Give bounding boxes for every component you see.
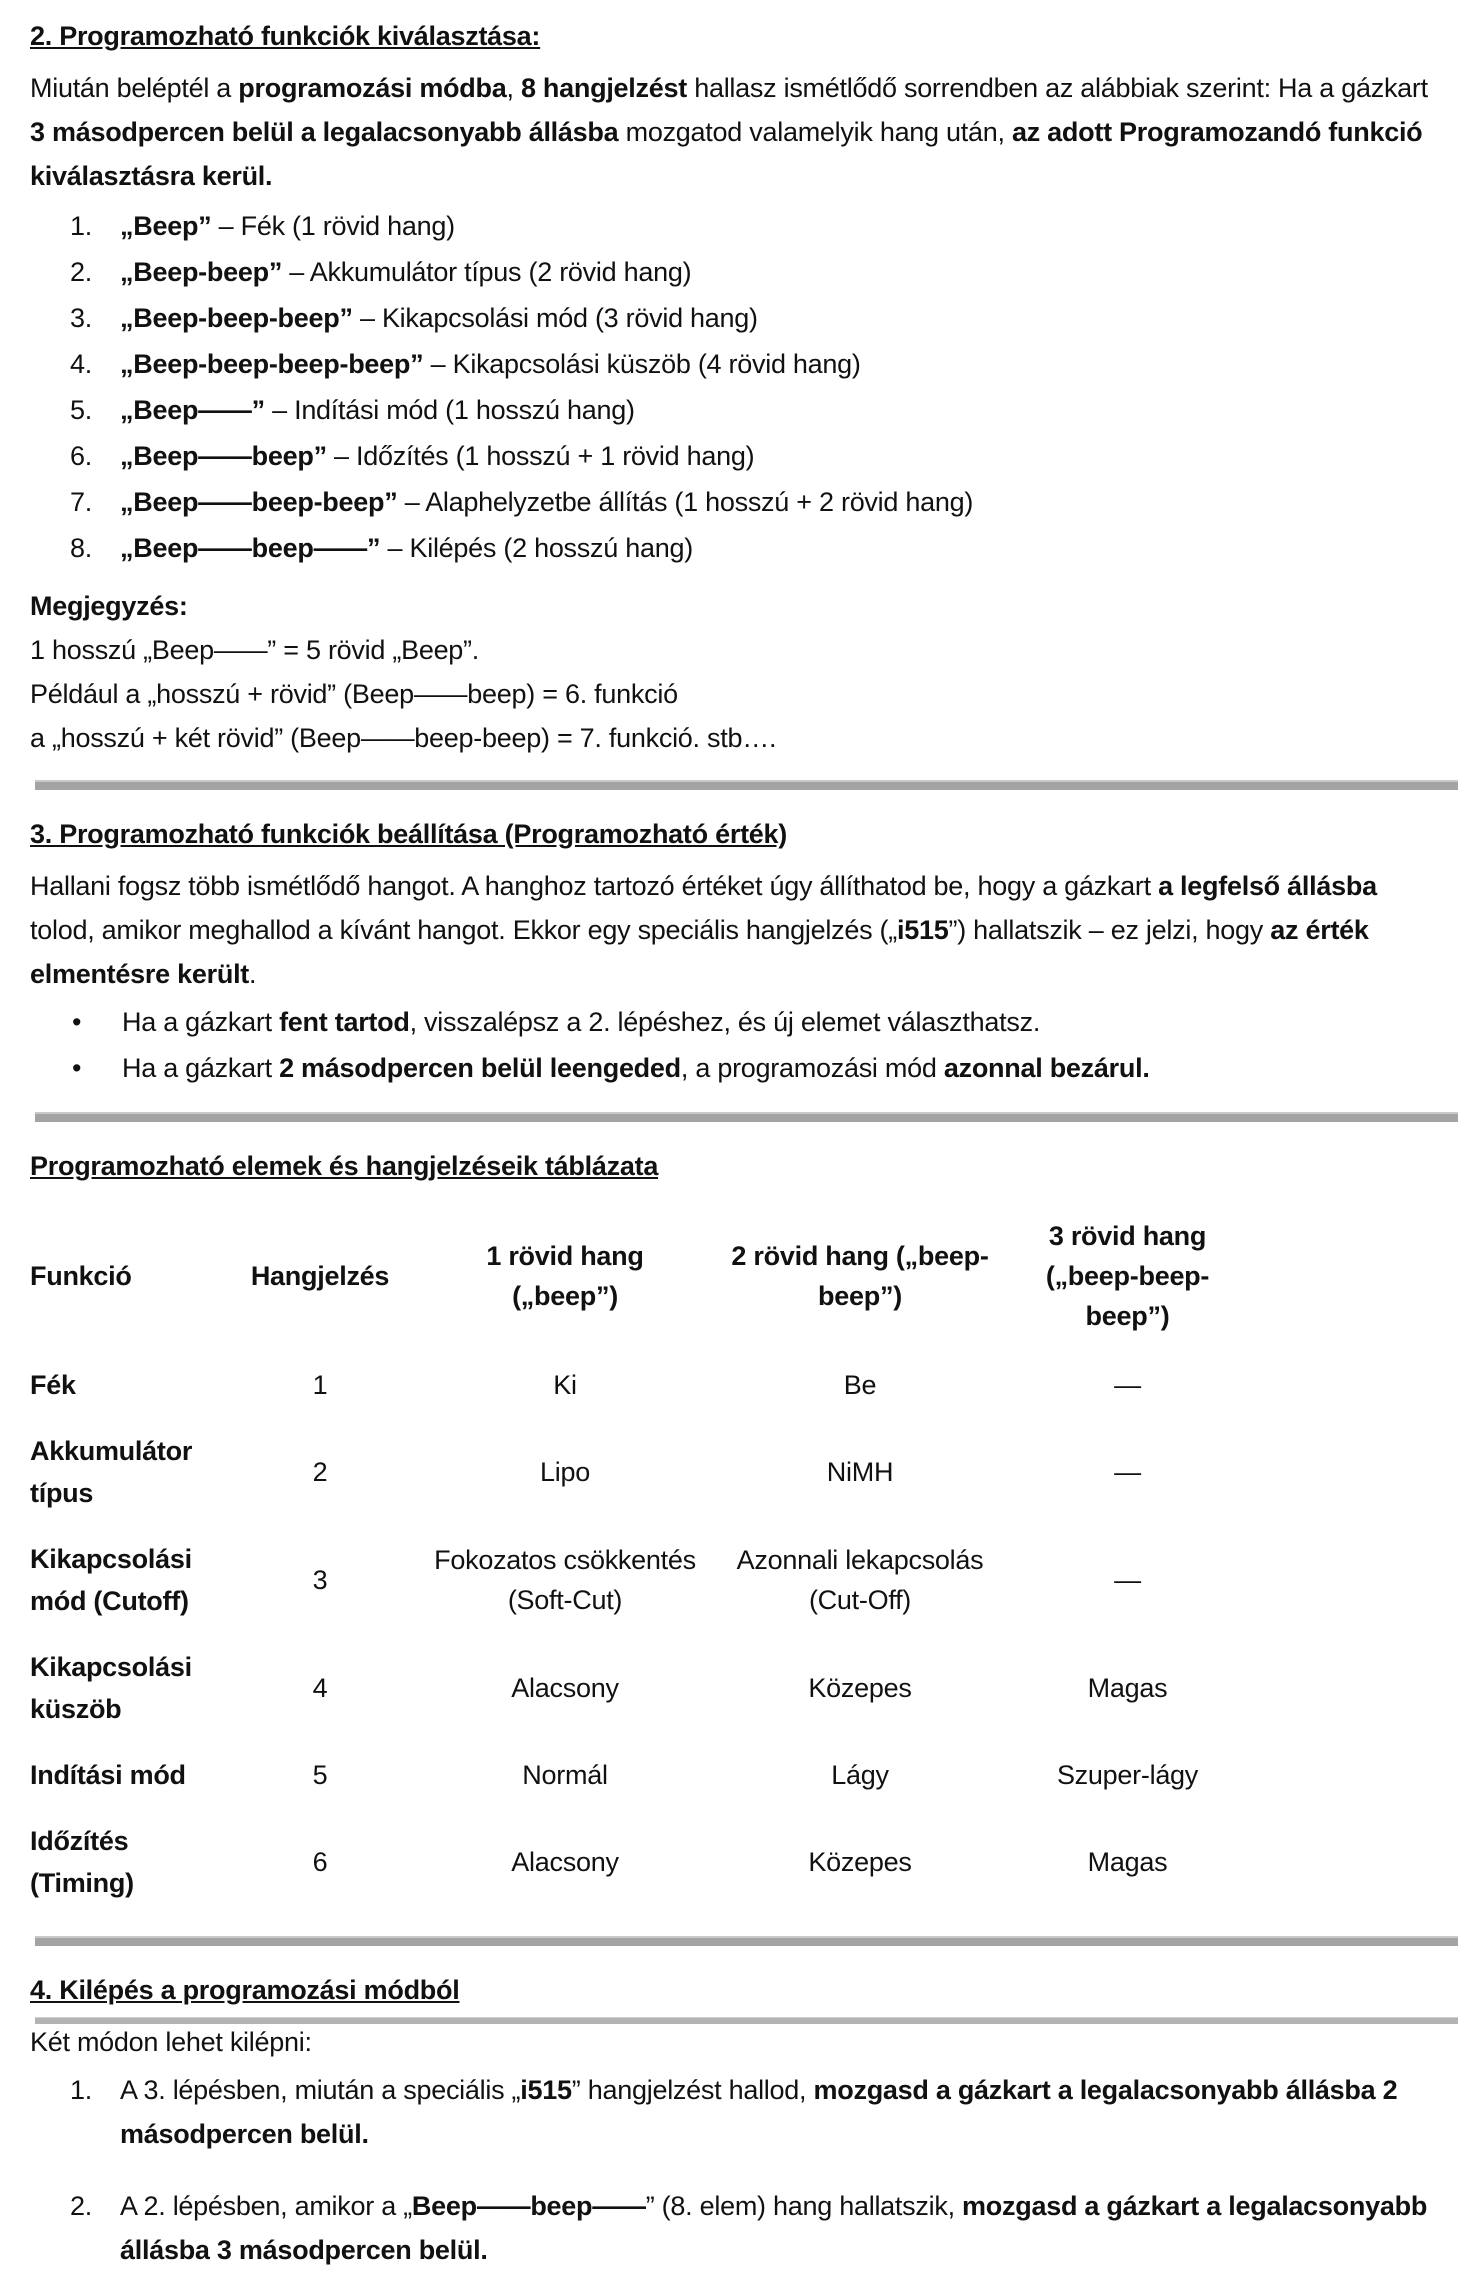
list-item xyxy=(30,204,1428,250)
list-text xyxy=(120,526,693,572)
text-run: , xyxy=(506,73,521,103)
table-cell: 5 xyxy=(312,1760,328,1790)
text-run: Beep——beep—— xyxy=(411,2191,646,2221)
table-cell: Fokozatos csökkentés (Soft-Cut) xyxy=(434,1545,696,1615)
list-item xyxy=(30,296,1428,342)
bullet-text xyxy=(122,1000,1040,1046)
table-cell: Lágy xyxy=(831,1760,889,1790)
section4-heading: 4. Kilépés a programozási módból xyxy=(30,1975,460,2005)
table-cell: Ki xyxy=(553,1370,577,1400)
text-run: ”) hallatszik – ez jelzi, hogy xyxy=(948,915,1271,945)
list-item xyxy=(30,480,1428,526)
list-item xyxy=(30,388,1428,434)
list-item xyxy=(30,2068,1428,2156)
table-cell: Kikapcsolási mód (Cutoff) xyxy=(30,1544,192,1616)
text-run: fent tartod xyxy=(279,1007,410,1037)
list-item xyxy=(30,342,1428,388)
beep-pattern: „Beep-beep” xyxy=(120,257,283,287)
bullet-item xyxy=(30,1046,1428,1092)
list-text xyxy=(120,250,691,296)
programmable-items-table xyxy=(30,1204,1260,1916)
beep-desc: – Kikapcsolási mód (3 rövid hang) xyxy=(352,303,758,333)
beep-pattern: „Beep——beep” xyxy=(120,441,327,471)
text-run: 8 hangjelzést xyxy=(520,73,687,103)
beep-desc: – Kilépés (2 hosszú hang) xyxy=(380,533,693,563)
table-cell: Normál xyxy=(522,1760,608,1790)
list-text xyxy=(120,480,973,526)
text-run: hallasz ismétlődő sorrendben az alábbiak szerint: Ha a gázkart xyxy=(686,73,1428,103)
text-run: az adott Programozandó funkció kiválasztásra kerül. xyxy=(30,117,1423,191)
beep-pattern: „Beep” xyxy=(120,211,212,241)
text-run: A 2. lépésben, amikor a „ xyxy=(120,2191,412,2221)
list-text xyxy=(120,2184,1428,2272)
list-number: 4. xyxy=(70,349,92,379)
beep-pattern: „Beep——beep——” xyxy=(120,533,381,563)
table-cell: Magas xyxy=(1087,1673,1168,1703)
table-cell: Szuper-lágy xyxy=(1056,1760,1199,1790)
text-run: A 3. lépésben, miután a speciális „ xyxy=(120,2075,521,2105)
bullet-item xyxy=(30,1000,1428,1046)
note-line: a „hosszú + két rövid” (Beep——beep-beep) = 7. funkció. stb…. xyxy=(30,723,777,753)
column-header: Funkció xyxy=(30,1261,132,1291)
note-line: 1 hosszú „Beep——” = 5 rövid „Beep”. xyxy=(30,635,480,665)
table-cell: Azonnali lekapcsolás (Cut-Off) xyxy=(736,1545,984,1615)
text-run: ” hangjelzést hallod, xyxy=(571,2075,814,2105)
list-number: 3. xyxy=(70,303,92,333)
bullet-icon xyxy=(30,1046,122,1092)
column-header: 3 rövid hang („beep-beep-beep”) xyxy=(1045,1221,1210,1331)
text-run: , a programozási mód xyxy=(680,1053,944,1083)
table-title: Programozható elemek és hangjelzéseik táblázata xyxy=(30,1151,659,1181)
table-cell: Fék xyxy=(30,1370,76,1400)
text-run: mozgasd a gázkart a legalacsonyabb állásba 3 másodpercen belül. xyxy=(120,2191,1428,2265)
list-number: 8. xyxy=(70,533,92,563)
text-run: mozgatod valamelyik hang után, xyxy=(618,117,1012,147)
text-run: , visszalépsz a 2. lépéshez, és új elemet választhatsz. xyxy=(409,1007,1041,1037)
section3-heading: 3. Programozható funkciók beállítása (Programozható érték) xyxy=(30,819,788,849)
section4-lead: Két módon lehet kilépni: xyxy=(30,2027,312,2057)
section-divider xyxy=(35,2017,1458,2024)
list-text xyxy=(120,434,754,480)
table-cell: 4 xyxy=(312,1673,328,1703)
table-cell: 1 xyxy=(312,1370,328,1400)
text-run: Ha a gázkart xyxy=(122,1053,280,1083)
text-run: tolod, amikor meghallod a kívánt hangot. Ekkor egy speciális hangjelzés („ xyxy=(30,915,897,945)
list-item xyxy=(30,434,1428,480)
table-cell: Magas xyxy=(1087,1847,1168,1877)
beep-desc: – Akkumulátor típus (2 rövid hang) xyxy=(282,257,692,287)
text-run: i515 xyxy=(520,2075,572,2105)
text-run: Hallani fogsz több ismétlődő hangot. A hanghoz tartozó értéket úgy állíthatod be, hogy a gázkart xyxy=(30,871,1159,901)
list-number: 1. xyxy=(70,211,92,241)
bullet-text xyxy=(122,1046,1150,1092)
list-item xyxy=(30,2184,1428,2272)
table-cell: Lipo xyxy=(540,1457,590,1487)
table-cell: 3 xyxy=(312,1565,328,1595)
text-run: i515 xyxy=(897,915,949,945)
table-cell: Indítási mód xyxy=(30,1760,186,1790)
list-number: 2. xyxy=(70,2191,92,2221)
note-line: Például a „hosszú + rövid” (Beep——beep) = 6. funkció xyxy=(30,679,678,709)
text-run: . xyxy=(249,959,257,989)
section-divider xyxy=(35,780,1458,790)
text-run: az érték elmentésre került xyxy=(30,915,1369,989)
list-number: 2. xyxy=(70,257,92,287)
column-header: 1 rövid hang („beep”) xyxy=(486,1241,644,1311)
table-cell: — xyxy=(1114,1457,1141,1487)
section2-intro xyxy=(30,66,1428,198)
beep-desc: – Alaphelyzetbe állítás (1 hosszú + 2 rövid hang) xyxy=(397,487,974,517)
table-cell: NiMH xyxy=(826,1457,894,1487)
section3-bullets xyxy=(30,1000,1428,1092)
beep-pattern: „Beep-beep-beep-beep” xyxy=(120,349,424,379)
list-number: 6. xyxy=(70,441,92,471)
list-text xyxy=(120,296,758,342)
table-cell: — xyxy=(1114,1565,1141,1595)
beep-pattern: „Beep-beep-beep” xyxy=(120,303,353,333)
list-item xyxy=(30,526,1428,572)
exit-steps-list xyxy=(30,2068,1428,2272)
table-cell: Időzítés (Timing) xyxy=(30,1826,134,1898)
table-cell: — xyxy=(1114,1370,1141,1400)
beep-pattern: „Beep——” xyxy=(120,395,265,425)
table-cell: 6 xyxy=(312,1847,328,1877)
list-text xyxy=(120,342,861,388)
list-item xyxy=(30,250,1428,296)
table-cell: Alacsony xyxy=(511,1847,619,1877)
table-cell: Be xyxy=(843,1370,877,1400)
text-run: ” (8. elem) hang hallatszik, xyxy=(645,2191,963,2221)
text-run: a legfelső állásba xyxy=(1158,871,1377,901)
table-cell: 2 xyxy=(312,1457,328,1487)
text-run: 3 másodpercen belül a legalacsonyabb állásba xyxy=(30,117,619,147)
text-run: Ha a gázkart xyxy=(122,1007,280,1037)
text-run: azonnal bezárul. xyxy=(943,1053,1150,1083)
list-number: 5. xyxy=(70,395,92,425)
bullet-icon xyxy=(30,1000,122,1046)
section-divider xyxy=(35,1936,1458,1946)
beep-desc: – Fék (1 rövid hang) xyxy=(211,211,455,241)
note-heading: Megjegyzés: xyxy=(30,591,188,621)
section2-heading: 2. Programozható funkciók kiválasztása: xyxy=(30,21,541,51)
beep-desc: – Időzítés (1 hosszú + 1 rövid hang) xyxy=(326,441,755,471)
list-text xyxy=(120,2068,1428,2156)
text-run: programozási módba xyxy=(238,73,507,103)
table-cell: Közepes xyxy=(808,1673,912,1703)
table-cell: Alacsony xyxy=(511,1673,619,1703)
section-divider xyxy=(35,1112,1458,1122)
list-text xyxy=(120,204,455,250)
text-run: 2 másodpercen belül leengeded xyxy=(279,1053,681,1083)
beep-pattern: „Beep——beep-beep” xyxy=(120,487,398,517)
table-cell: Kikapcsolási küszöb xyxy=(30,1652,192,1724)
beep-desc: – Kikapcsolási küszöb (4 rövid hang) xyxy=(423,349,861,379)
text-run: mozgasd a gázkart a legalacsonyabb állásba 2 másodpercen belül. xyxy=(120,2075,1398,2149)
beep-function-list xyxy=(30,204,1428,572)
table-cell: Akkumulátor típus xyxy=(30,1436,193,1508)
column-header: Hangjelzés xyxy=(250,1261,390,1291)
list-number: 1. xyxy=(70,2075,92,2105)
column-header: 2 rövid hang („beep-beep”) xyxy=(731,1241,989,1311)
section3-paragraph xyxy=(30,864,1428,996)
text-run: Miután beléptél a xyxy=(30,73,239,103)
beep-desc: – Indítási mód (1 hosszú hang) xyxy=(264,395,635,425)
list-number: 7. xyxy=(70,487,92,517)
table-cell: Közepes xyxy=(808,1847,912,1877)
list-text xyxy=(120,388,635,434)
